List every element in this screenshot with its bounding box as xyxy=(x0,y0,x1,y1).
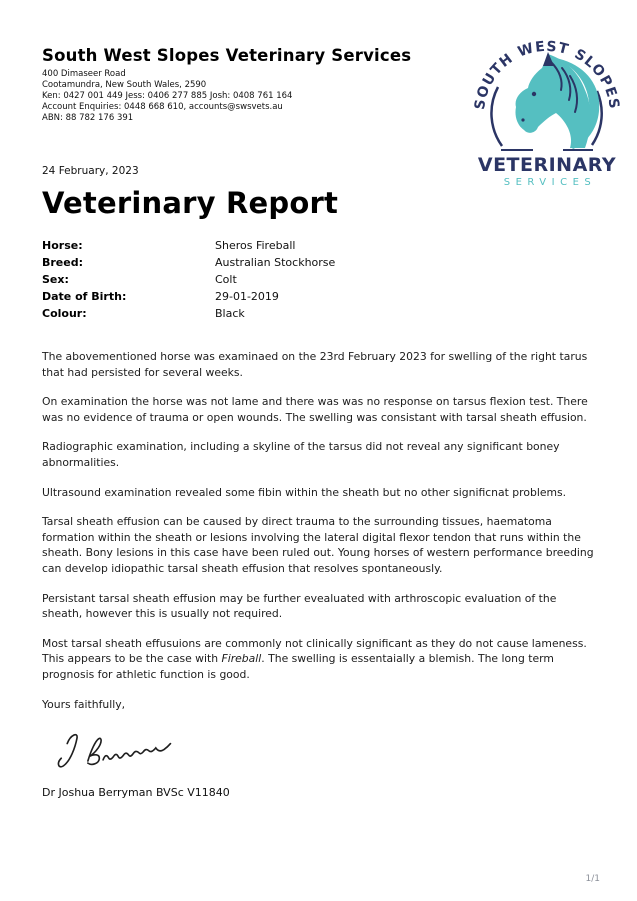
detail-label: Horse: xyxy=(42,239,83,252)
address-line-accounts: Account Enquiries: 0448 668 610, accounts@swsvets.au xyxy=(42,102,283,112)
address-line-city: Cootamundra, New South Wales, 2590 xyxy=(42,80,207,90)
detail-label: Breed: xyxy=(42,256,84,269)
page-number-indicator: 1/1 xyxy=(585,874,600,884)
paragraph-examination-findings: On examination the horse was not lame and there was was no response on tarsus flexion test. There was no evidence of trauma or open wounds. The swelling was consistant with tarsal sheath effusion. xyxy=(42,395,588,424)
company-name: South West Slopes Veterinary Services xyxy=(42,46,412,65)
signature-stroke-j xyxy=(58,735,77,767)
signature-stroke-b xyxy=(88,738,101,764)
detail-value: Sheros Fireball xyxy=(215,239,296,252)
signature-block xyxy=(52,726,598,782)
detail-row-horse xyxy=(42,237,598,254)
detail-label: Date of Birth: xyxy=(42,290,127,303)
signature-stroke-surname xyxy=(103,744,170,760)
handwritten-signature xyxy=(52,726,177,778)
detail-label: Colour: xyxy=(42,307,87,320)
paragraph-radiographic: Radiographic examination, including a skyline of the tarsus did not reveal any significant boney abnormalities. xyxy=(42,440,560,469)
detail-value: Australian Stockhorse xyxy=(215,256,336,269)
detail-value: Colt xyxy=(215,273,237,286)
paragraph-prognosis xyxy=(42,636,598,683)
page-title: Veterinary Report xyxy=(42,186,339,220)
paragraph-ultrasound: Ultrasound examination revealed some fibin within the sheath but no other significnat problems. xyxy=(42,485,567,499)
detail-label: Sex: xyxy=(42,273,69,286)
valediction: Yours faithfully, xyxy=(42,697,126,711)
detail-row-sex xyxy=(42,271,598,288)
address-line-abn: ABN: 88 782 176 391 xyxy=(42,113,134,123)
horse-name-italic: Fireball xyxy=(221,652,262,666)
paragraph-persistent-effusion: Persistant tarsal sheath effusion may be further evealuated with arthroscopic evaluation of the sheath, however this is usually not required. xyxy=(42,591,557,621)
logo-arc-text: SOUTH WEST SLOPES xyxy=(472,38,622,111)
prognosis-text-after: . The swelling is essentaially a blemish. The long term prognosis for athletic function is good. xyxy=(42,652,554,681)
detail-value: 29-01-2019 xyxy=(215,290,279,303)
prognosis-text-before: Most tarsal sheath effusuions are commonly not clinically significant as they do not cause lameness. This appears to be the case with xyxy=(42,636,587,666)
logo-veterinary-text: VETERINARY xyxy=(477,154,617,176)
letter-content xyxy=(42,46,598,799)
paragraph-examination-reason: The abovementioned horse was examinaed on the 23rd February 2023 for swelling of the right tarus that had persisted for several weeks. xyxy=(42,350,588,379)
detail-value: Black xyxy=(215,307,245,320)
address-line-phones: Ken: 0427 001 449 Jess: 0406 277 885 Josh: 0408 761 164 xyxy=(42,91,293,101)
logo-services-text: SERVICES xyxy=(503,177,597,186)
report-date: 24 February, 2023 xyxy=(42,165,139,177)
detail-row-breed xyxy=(42,254,598,271)
address-line-street: 400 Dimaseer Road xyxy=(42,69,126,79)
detail-row-colour xyxy=(42,305,598,322)
detail-row-date-of-birth xyxy=(42,288,598,305)
paragraph-causes: Tarsal sheath effusion can be caused by direct trauma to the surrounding tissues, haematoma formation within the sheath or lesions involving the lateral digital flexor tendon that runs within the sheath. Bony lesions in this case have been ruled out. Young horses of western performance breeding can develop idiopathic tarsal sheath effusion that resolves spontaneously. xyxy=(42,515,594,575)
report-body xyxy=(42,349,598,712)
horse-details-table xyxy=(42,237,598,322)
company-address-block xyxy=(42,69,598,124)
signatory-name: Dr Joshua Berryman BVSc V11840 xyxy=(42,786,230,800)
